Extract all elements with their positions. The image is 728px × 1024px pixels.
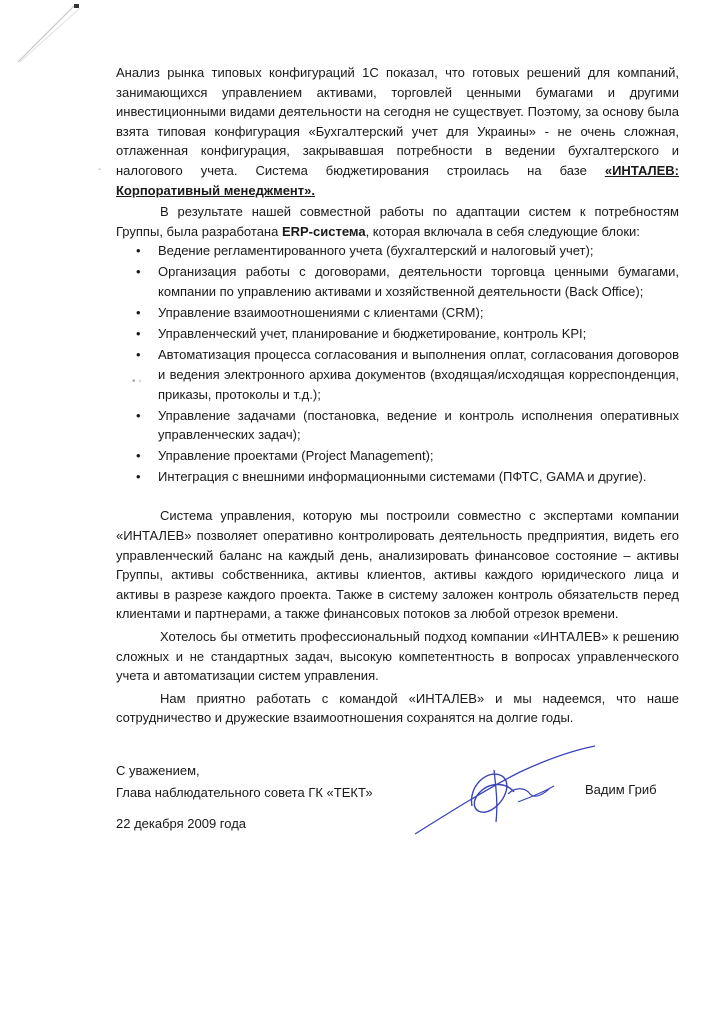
bullet-icon: • <box>136 469 141 485</box>
letter-date: 22 декабря 2009 года <box>116 816 247 831</box>
closing-block <box>116 760 373 804</box>
paragraph-erp-intro: В результате нашей совместной работы по адаптации систем к потребностям Группы, была разработана ERP-система, которая включала в себя следующие блоки: <box>116 204 679 239</box>
intalev-product-link: «ИНТАЛЕВ: Корпоративный менеджмент». <box>116 162 679 198</box>
erp-block-item <box>136 446 679 466</box>
erp-block-text: Управление взаимоотношениями с клиентами (CRM); <box>158 305 484 321</box>
erp-block-item <box>136 406 679 445</box>
closing-position: Глава наблюдательного совета ГК «ТЕКТ» <box>116 785 373 800</box>
closing-regards: С уважением, <box>116 763 200 778</box>
scan-speck: • ◦ <box>132 376 142 387</box>
bullet-icon: • <box>136 347 141 363</box>
bullet-icon: • <box>136 448 141 464</box>
erp-block-text: Организация работы с договорами, деятельности торговца ценными бумагами, компании по управлению активами и хозяйственной деятельности (Back Office); <box>158 264 679 300</box>
bullet-icon: • <box>136 243 141 259</box>
bullet-icon: • <box>136 264 141 280</box>
scan-speck: - <box>98 164 102 175</box>
erp-block-item <box>136 467 679 487</box>
erp-block-item <box>136 241 679 261</box>
erp-block-item <box>136 303 679 323</box>
erp-block-text: Управленческий учет, планирование и бюджетирование, контроль KPI; <box>158 326 587 342</box>
bullet-icon: • <box>136 326 141 342</box>
erp-block-item <box>136 262 679 301</box>
page-corner-mark <box>18 4 88 64</box>
erp-block-text: Управление задачами (постановка, ведение и контроль исполнения оперативных управленческих задач); <box>158 407 679 443</box>
erp-block-text: Автоматизация процесса согласования и выполнения оплат, согласования договоров и ведения электронного архива документов (входящая/исходящая корреспонденция, приказы, протоколы и т.д.); <box>158 347 679 402</box>
erp-block-item <box>136 345 679 404</box>
erp-block-item <box>136 324 679 344</box>
paragraph-market-analysis: Анализ рынка типовых конфигураций 1С показал, что готовых решений для компаний, занимающихся управлением активами, торговлей ценными бумагами и другими инвестиционными видами деятельности на сегодня не существует. Поэтому, за основу была взята типовая конфигурация «Бухгалтерский учет для Украины» - не очень сложная, отлаженная конфигурация, закрывавшая потребности в ведении бухгалтерского и налогового учета. Система бюджетирования строилась на базе «ИНТАЛЕВ: Корпоративный менеджмент». <box>116 65 679 198</box>
letter-body <box>116 63 679 728</box>
bullet-icon: • <box>136 305 141 321</box>
erp-blocks-list <box>116 241 679 487</box>
paragraph-cooperation: Нам приятно работать с командой «ИНТАЛЕВ» и мы надеемся, что наше сотрудничество и дружеские взаимоотношения сохранятся на долгие годы. <box>116 690 679 726</box>
paragraph-professional-approach: Хотелось бы отметить профессиональный подход компании «ИНТАЛЕВ» к решению сложных и не стандартных задач, высокую компетентность в вопросах управленческого учета и автоматизации систем управления. <box>116 629 679 684</box>
bullet-icon: • <box>136 407 141 423</box>
erp-block-text: Управление проектами (Project Management); <box>158 448 434 464</box>
erp-system-term: ERP-система <box>281 223 366 239</box>
erp-block-text: Ведение регламентированного учета (бухгалтерский и налоговый учет); <box>158 243 594 259</box>
handwritten-signature <box>410 742 600 842</box>
signatory-name: Вадим Гриб <box>585 782 657 797</box>
paragraph-management-system: Система управления, которую мы построили совместно с экспертами компании «ИНТАЛЕВ» позволяет оперативно контролировать деятельность предприятия, видеть его управленческий баланс на каждый день, анализировать финансовое состояние – активы Группы, активы собственника, активы клиентов, активы каждого юридического лица и активы в разрезе каждого проекта. Также в систему заложен контроль обязательств перед клиентами и партнерами, а также финансовых потоков за любой отрезок времени. <box>116 508 679 622</box>
erp-block-text: Интеграция с внешними информационными системами (ПФТС, GAMA и другие). <box>158 469 647 485</box>
